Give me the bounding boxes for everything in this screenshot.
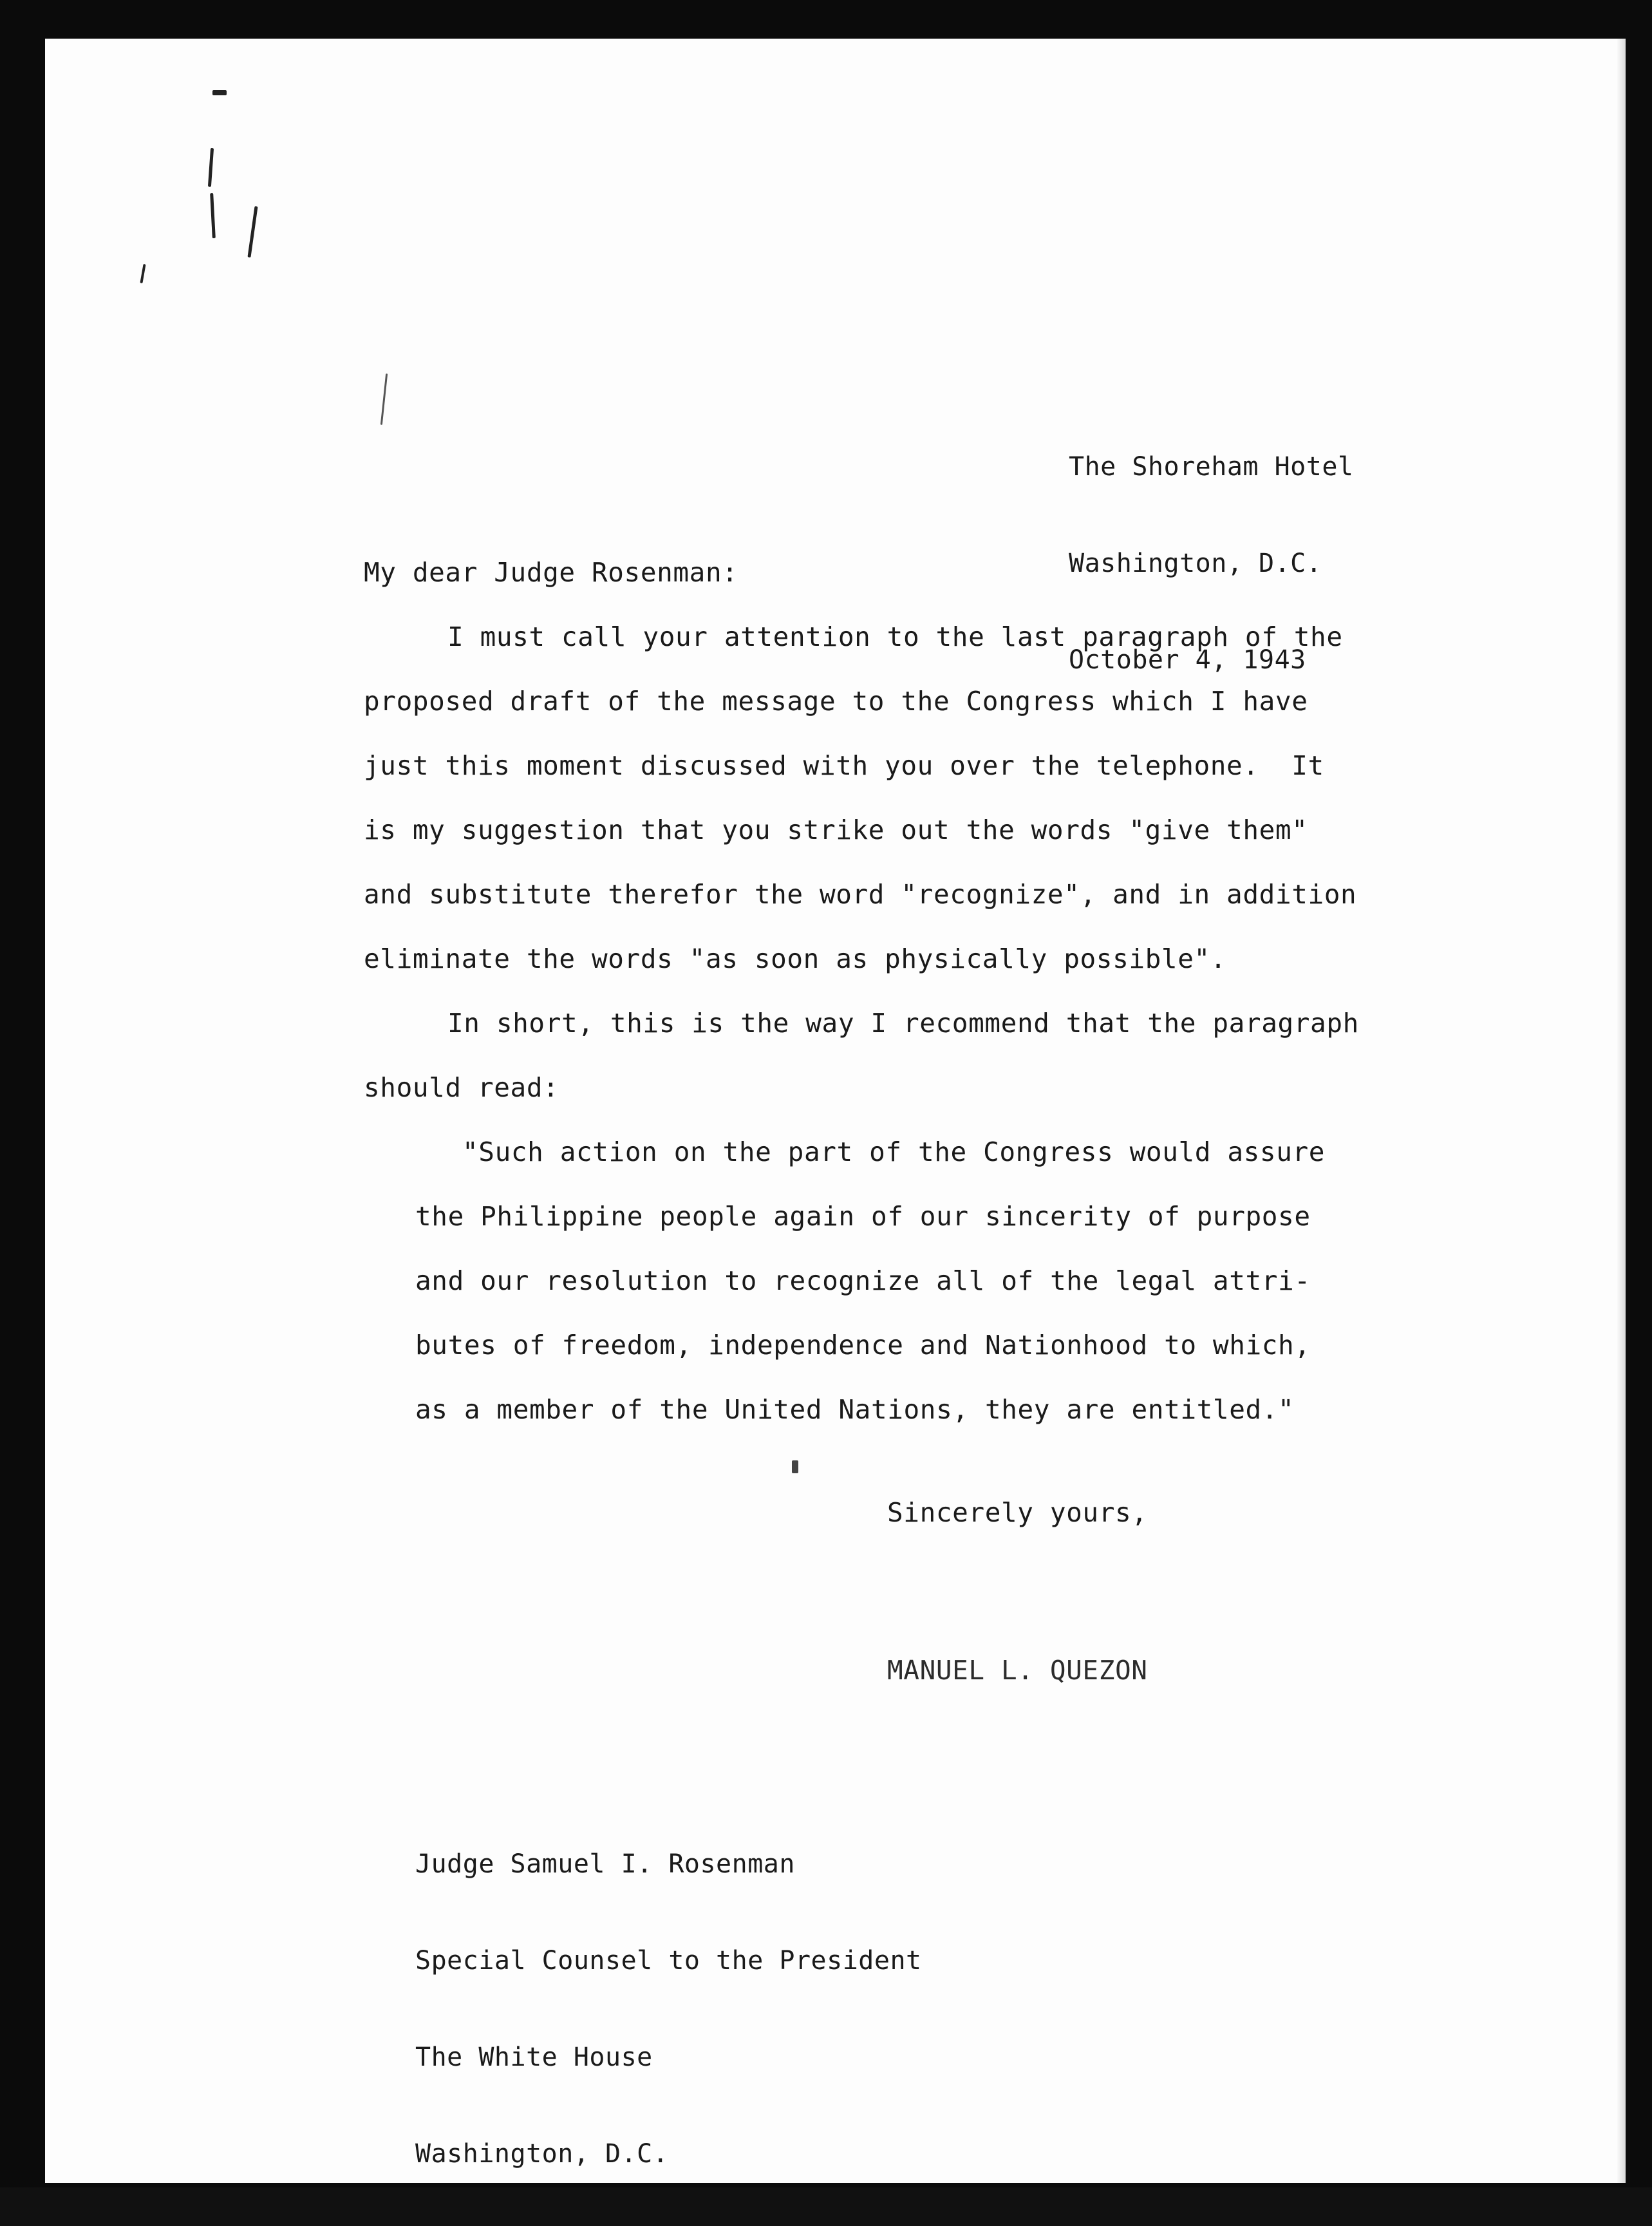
salutation: My dear Judge Rosenman:	[364, 557, 738, 588]
pencil-mark	[140, 264, 145, 283]
recipient-title: Special Counsel to the President	[415, 1946, 922, 1976]
recipient-address	[415, 1784, 922, 2183]
signature-name: MANUEL L. QUEZON	[887, 1655, 1148, 1686]
recipient-city: Washington, D.C.	[415, 2139, 669, 2169]
scan-border	[0, 2187, 1652, 2226]
quote-line4: butes of freedom, independence and Nationhood to which,	[415, 1330, 1311, 1361]
pencil-mark	[210, 193, 216, 238]
quote-line2: the Philippine people again of our sincerity of purpose	[415, 1201, 1311, 1232]
letterhead-city: Washington, D.C.	[1069, 549, 1322, 578]
ink-mark	[792, 1460, 798, 1473]
quote-line1: "Such action on the part of the Congress would assure	[462, 1137, 1326, 1167]
paragraph1-line6: eliminate the words "as soon as physically possible".	[364, 943, 1227, 974]
paragraph2-line2: should read:	[364, 1072, 559, 1103]
paragraph1-line4: is my suggestion that you strike out the words "give them"	[364, 815, 1308, 845]
paragraph1-line2: proposed draft of the message to the Congress which I have	[364, 686, 1308, 717]
quote-line5: as a member of the United Nations, they are entitled."	[415, 1394, 1295, 1425]
pencil-mark	[208, 148, 214, 187]
letterhead-hotel: The Shoreham Hotel	[1069, 452, 1354, 482]
letter-page	[45, 39, 1626, 2183]
recipient-name: Judge Samuel I. Rosenman	[415, 1849, 795, 1879]
closing: Sincerely yours,	[887, 1497, 1148, 1528]
paragraph1-line1: I must call your attention to the last paragraph of the	[447, 621, 1343, 652]
paragraph1-line3: just this moment discussed with you over the telephone. It	[364, 750, 1324, 781]
paragraph2-line1: In short, this is the way I recommend that the paragraph	[447, 1008, 1359, 1039]
quote-line3: and our resolution to recognize all of the legal attri-	[415, 1265, 1311, 1296]
paper-edge	[1617, 39, 1626, 2183]
pencil-mark	[380, 373, 388, 425]
pencil-mark	[247, 206, 258, 258]
recipient-office: The White House	[415, 2042, 653, 2072]
paragraph1-line5: and substitute therefor the word "recognize", and in addition	[364, 879, 1357, 910]
letterhead-date: October 4, 1943	[1069, 645, 1306, 675]
pencil-mark	[212, 90, 227, 95]
